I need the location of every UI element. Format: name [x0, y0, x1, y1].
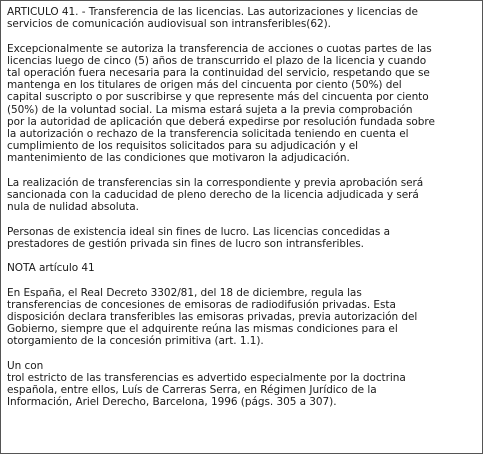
- text-line: la autorización o rechazo de la transferencia solicitada teniendo en cuenta el: [7, 128, 409, 141]
- text-line: mantenga en los titulares de origen más del cincuenta por ciento (50%) del: [7, 79, 402, 92]
- text-line: cumplimiento de los requisitos solicitados para su adjudicación y el: [7, 140, 359, 153]
- document-paragraph: [7, 360, 479, 409]
- text-line: servicios de comunicación audiovisual son intransferibles(62).: [7, 18, 331, 31]
- document-body: [7, 6, 479, 409]
- text-line: por la autoridad de aplicación que deberá expedirse por resolución fundada sobre: [7, 115, 435, 128]
- text-line: mantenimiento de las condiciones que motivaron la adjudicación.: [7, 152, 350, 165]
- document-paragraph: [7, 226, 479, 250]
- text-line: transferencias de concesiones de emisoras de radiodifusión privadas. Esta: [7, 298, 396, 311]
- document-paragraph: [7, 43, 479, 165]
- text-line: prestadores de gestión privada sin fines de lucro son intransferibles.: [7, 237, 364, 250]
- text-line: licencias luego de cinco (5) años de transcurrido el plazo de la licencia y cuando: [7, 54, 427, 67]
- text-line: ARTICULO 41. - Transferencia de las licencias. Las autorizaciones y licencias de: [7, 6, 418, 18]
- document-paragraph: [7, 177, 479, 214]
- text-line: Excepcionalmente se autoriza la transferencia de acciones o cuotas partes de las: [7, 42, 432, 55]
- text-line: En España, el Real Decreto 3302/81, del 18 de diciembre, regula las: [7, 286, 362, 299]
- text-line: española, entre ellos, Luís de Carreras Serra, en Régimen Jurídico de la: [7, 384, 377, 397]
- text-line: Gobierno, siempre que el adquirente reúna las mismas condiciones para el: [7, 323, 398, 336]
- text-line: sancionada con la caducidad de pleno derecho de la licencia adjudicada y será: [7, 189, 419, 202]
- text-line: capital suscripto o por suscribirse y que represente más del cincuenta por ciento: [7, 91, 429, 104]
- text-line: trol estricto de las transferencias es advertido especialmente por la doctrina: [7, 372, 406, 384]
- document-paragraph: [7, 287, 479, 348]
- document-paragraph: [7, 262, 479, 274]
- text-line: Información, Ariel Derecho, Barcelona, 1996 (págs. 305 a 307).: [7, 396, 337, 409]
- text-line: Un con: [7, 359, 44, 372]
- text-line: La realización de transferencias sin la correspondiente y previa aprobación será: [7, 176, 424, 189]
- document-paragraph: [7, 6, 479, 30]
- text-line: NOTA artículo 41: [7, 262, 95, 275]
- text-line: tal operación fuera necesaria para la continuidad del servicio, respetando que se: [7, 67, 430, 79]
- text-line: nula de nulidad absoluta.: [7, 201, 139, 214]
- text-line: disposición declara transferibles las emisoras privadas, previa autorización del: [7, 311, 418, 323]
- text-line: (50%) de la voluntad social. La misma estará sujeta a la previa comprobación: [7, 103, 413, 116]
- text-line: otorgamiento de la concesión primitiva (art. 1.1).: [7, 335, 264, 348]
- text-line: Personas de existencia ideal sin fines de lucro. Las licencias concedidas a: [7, 225, 391, 238]
